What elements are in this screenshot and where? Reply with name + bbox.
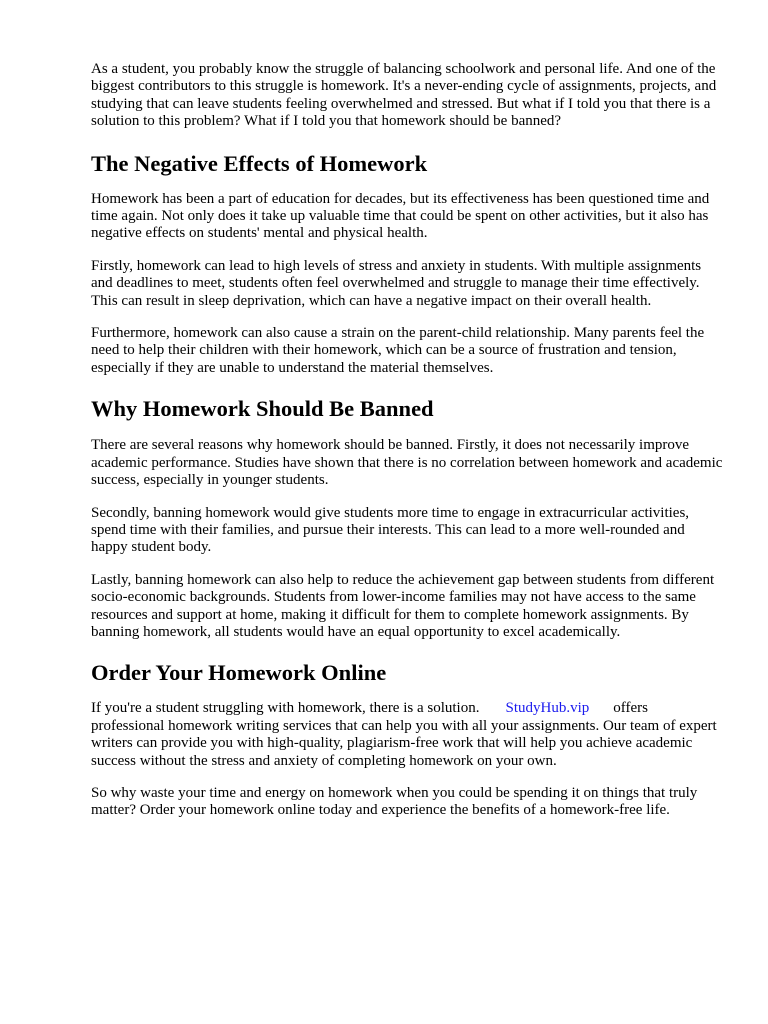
- heading-order-online: Order Your Homework Online: [91, 660, 387, 686]
- order-text-before-link: If you're a student struggling with homework, there is a solution.: [91, 700, 480, 717]
- order-paragraph-2: So why waste your time and energy on homework when you could be spending it on things that truly matter? Order your homework online today and experience the benefits of a homework-free life.: [91, 784, 698, 819]
- document-page: [91, 61, 723, 820]
- negative-paragraph-3: Furthermore, homework can also cause a strain on the parent-child relationship. Many parents feel the need to help their children with their homework, which can be a source of frustration and tension, especially if they are unable to understand the material themselves.: [91, 325, 705, 376]
- why-paragraph-2: Secondly, banning homework would give students more time to engage in extracurricular activities, spend time with their families, and pursue their interests. This can lead to a more well-rounded and happy student body.: [91, 504, 690, 556]
- why-paragraph-3: Lastly, banning homework can also help to reduce the achievement gap between students from different socio-economic backgrounds. Students from lower-income families may not have access to the same resources and support at home, making it difficult for them to complete homework assignments. By banning homework, all students would have an equal opportunity to excel academically.: [91, 571, 715, 640]
- intro-paragraph: As a student, you probably know the struggle of balancing schoolwork and personal life. And one of the biggest contributors to this struggle is homework. It's a never-ending cycle of assignments, projects, and studying that can leave students feeling overwhelmed and stressed. But what if I told you that there is a solution to this problem? What if I told you that homework should be banned?: [91, 61, 717, 130]
- negative-paragraph-1: Homework has been a part of education for decades, but its effectiveness has been questioned time and time again. Not only does it take up valuable time that could be spent on other activities, but it also has negative effects on students' mental and physical health.: [91, 190, 710, 242]
- order-paragraph-1: [91, 700, 723, 770]
- heading-negative-effects: The Negative Effects of Homework: [91, 150, 428, 176]
- order-text-after-link: offers professional homework writing services that can help you with all your assignments. Our team of expert writers can provide you with high-quality, plagiarism-free work that will help you achieve academic success without the stress and anxiety of completing homework on your own.: [91, 700, 717, 769]
- heading-why-banned: Why Homework Should Be Banned: [91, 396, 434, 422]
- negative-paragraph-2: Firstly, homework can lead to high levels of stress and anxiety in students. With multiple assignments and deadlines to meet, students often feel overwhelmed and struggle to manage their time effectively. This can result in sleep deprivation, which can have a negative impact on their overall health.: [91, 257, 702, 309]
- why-paragraph-1: There are several reasons why homework should be banned. Firstly, it does not necessarily improve academic performance. Studies have shown that there is no correlation between homework and academic success, especially in younger students.: [91, 437, 723, 489]
- studyhub-link[interactable]: StudyHub.vip: [505, 700, 590, 717]
